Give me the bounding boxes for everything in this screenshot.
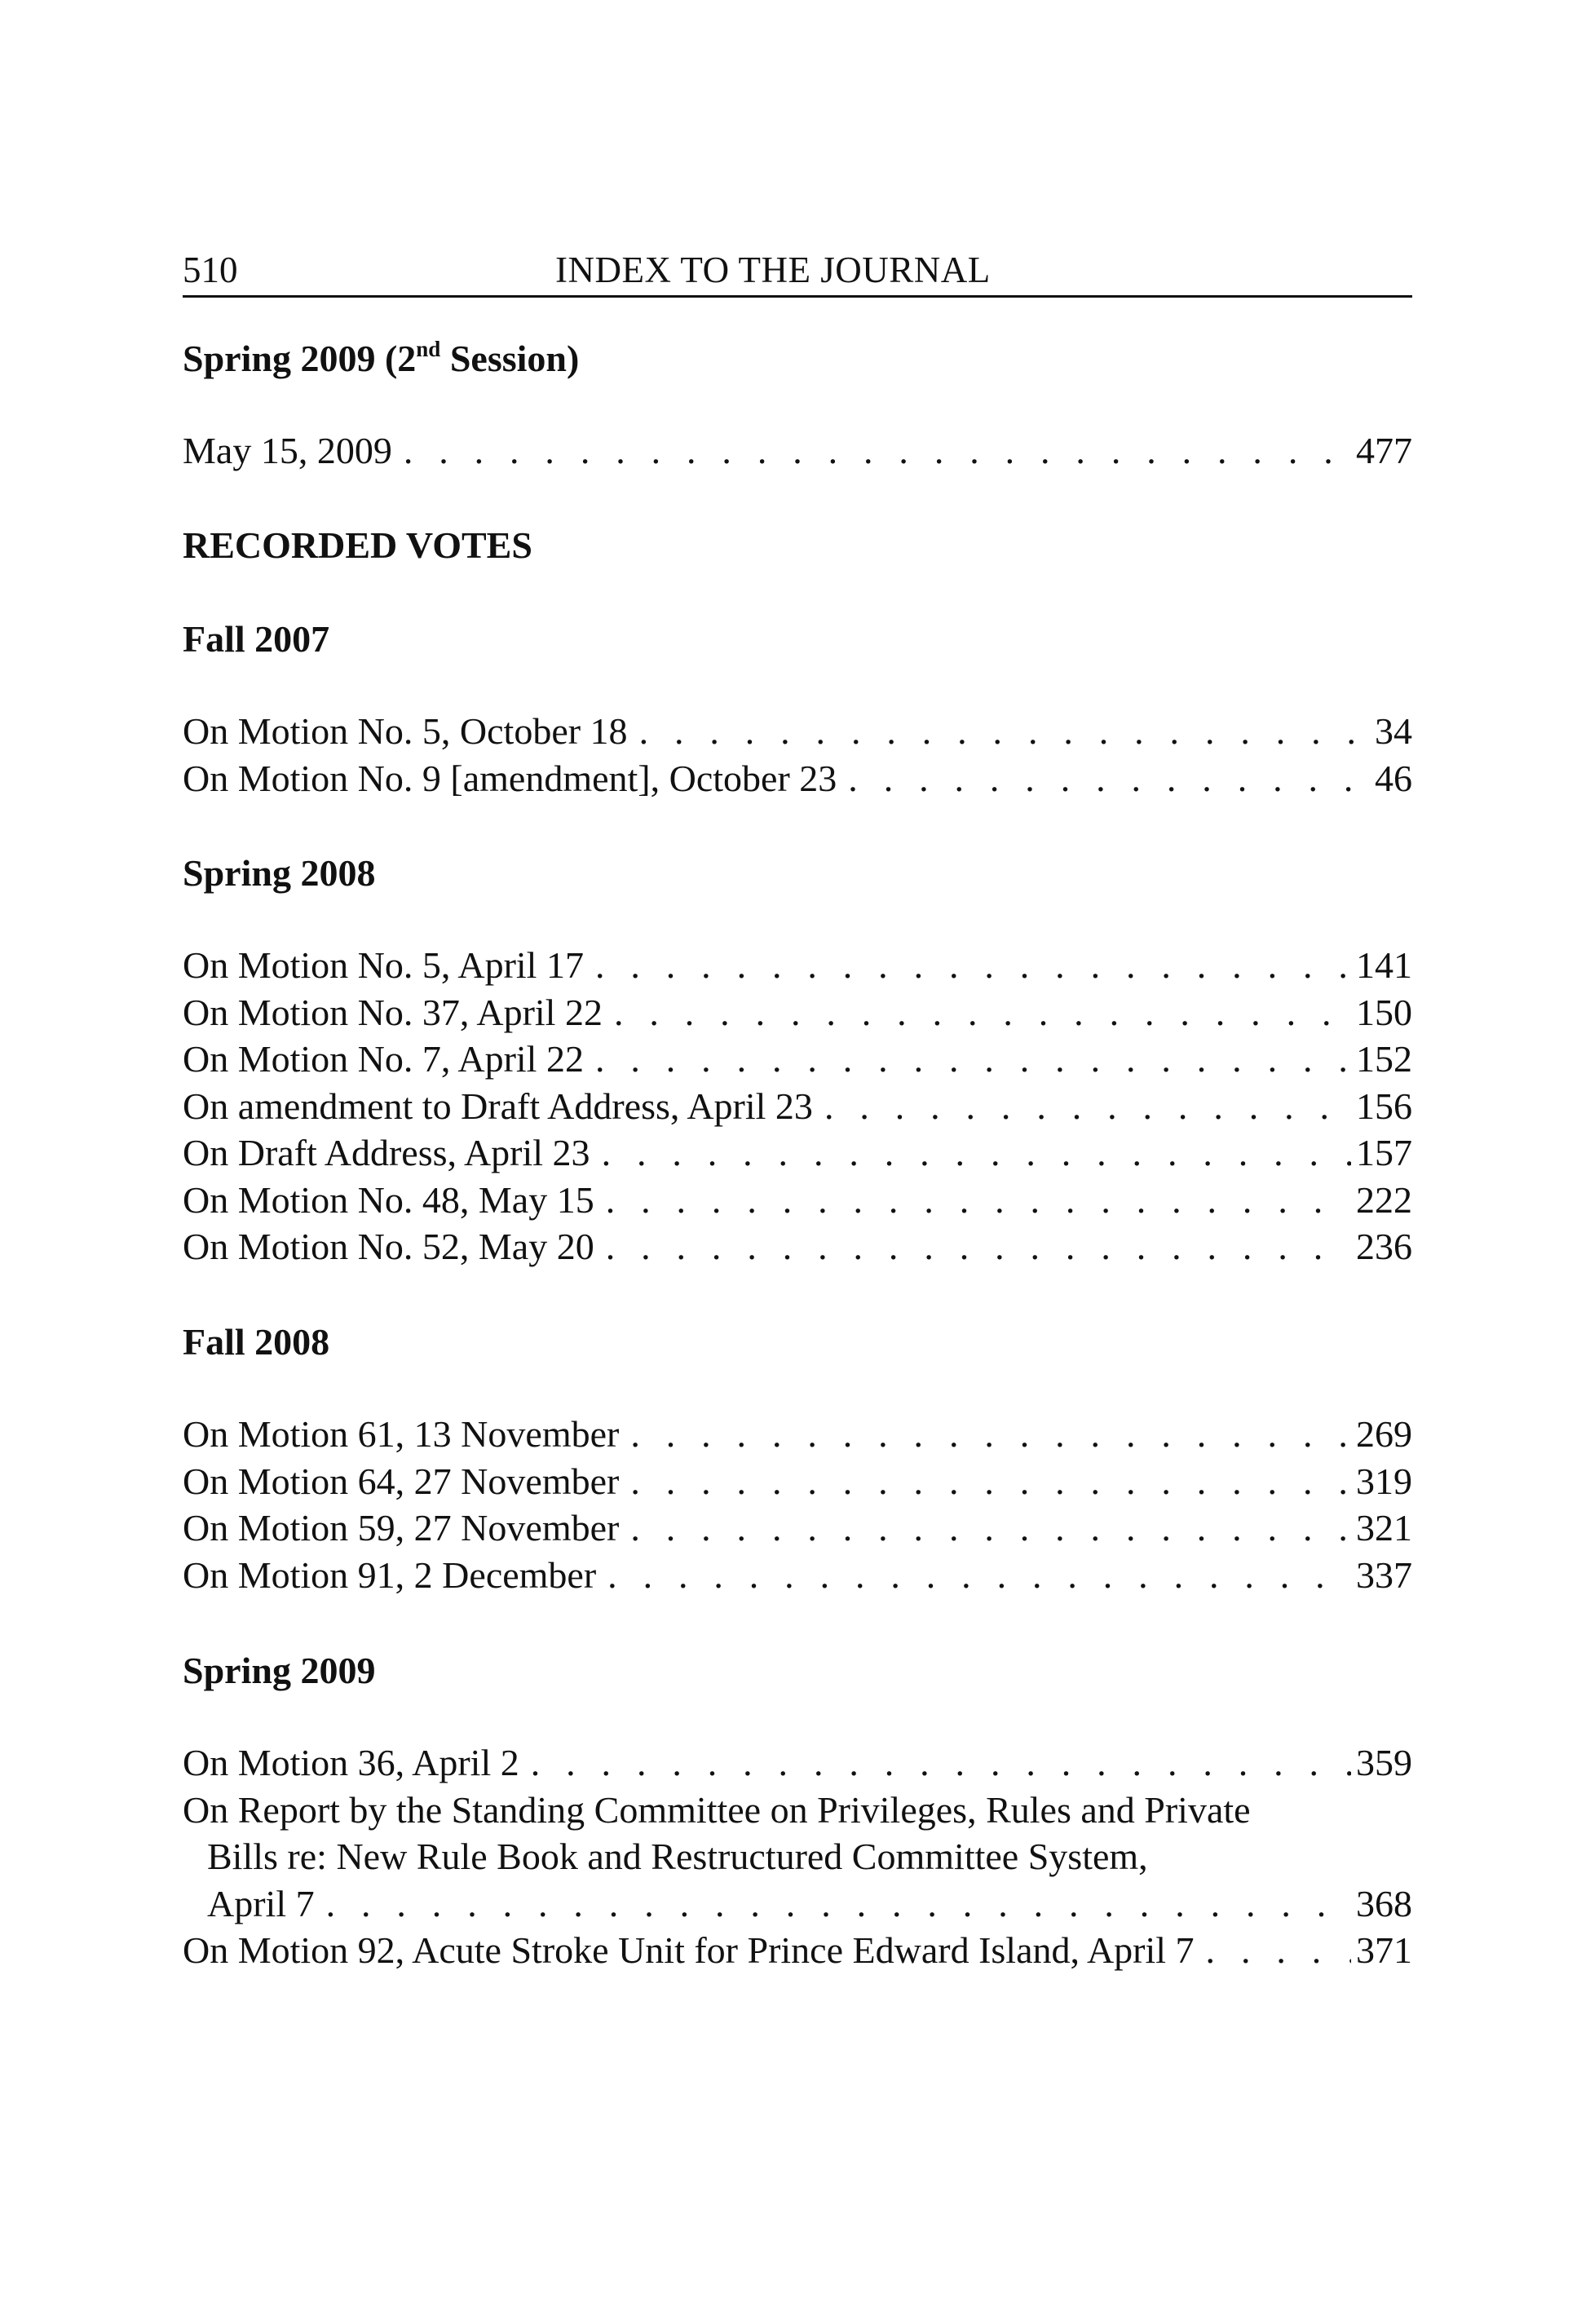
entry-list xyxy=(183,427,1412,475)
index-entry: On Motion 61, 13 November . . . 269 xyxy=(183,1411,1412,1458)
index-entry-line: On Report by the Standing Committee on Privileges, Rules and Private xyxy=(183,1788,1251,1831)
index-entry-line: Bills re: New Rule Book and Restructured Committee System, xyxy=(207,1836,1148,1877)
section-heading: RECORDED VOTES xyxy=(183,524,532,566)
section-recorded-votes xyxy=(183,522,1412,569)
section-heading: Spring 2009 xyxy=(183,1650,376,1691)
entry-page: 371 xyxy=(1356,1929,1412,1971)
index-entry: April 7 . . . 368 xyxy=(183,1880,1412,1928)
section-heading: Fall 2007 xyxy=(183,618,330,660)
section-heading: Spring 2009 (2nd Session) xyxy=(183,336,580,379)
entry-page: 150 xyxy=(1356,991,1412,1033)
index-entry: On Motion No. 9 [amendment], October 23 . . . 46 xyxy=(183,755,1412,802)
entry-page: 368 xyxy=(1356,1882,1412,1924)
entry-page: 319 xyxy=(1356,1460,1412,1502)
running-head-title: INDEX TO THE JOURNAL xyxy=(555,250,991,290)
running-head xyxy=(183,245,1412,298)
section-spring-2009 xyxy=(183,1647,1412,1694)
entry-list xyxy=(183,1411,1412,1598)
entry-page: 222 xyxy=(1356,1178,1412,1221)
entry-page: 156 xyxy=(1356,1085,1412,1127)
section-spring-2008 xyxy=(183,850,1412,897)
index-entry: On Motion 36, April 2 . . . 359 xyxy=(183,1739,1412,1787)
section-heading: Spring 2008 xyxy=(183,852,376,894)
index-entry: On Motion No. 5, October 18 . . . 34 xyxy=(183,708,1412,755)
index-entry: On Motion 91, 2 December . . . 337 xyxy=(183,1552,1412,1599)
index-entry: On Motion 59, 27 November . . . 321 xyxy=(183,1504,1412,1552)
entry-page: 337 xyxy=(1356,1553,1412,1596)
index-entry: On Motion No. 7, April 22 . . . 152 xyxy=(183,1036,1412,1083)
index-entry: On Motion 64, 27 November . . . 319 xyxy=(183,1458,1412,1505)
index-entry: On Draft Address, April 23 . . . 157 xyxy=(183,1129,1412,1177)
entry-page: 269 xyxy=(1356,1413,1412,1455)
entry-list xyxy=(183,1739,1412,1974)
section-spring-2009-2nd-session xyxy=(183,335,1412,382)
index-entry: On Motion No. 52, May 20 . . . 236 xyxy=(183,1223,1412,1270)
entry-page: 157 xyxy=(1356,1132,1412,1173)
entry-page: 236 xyxy=(1356,1226,1412,1267)
entry-list xyxy=(183,942,1412,1270)
entry-page: 34 xyxy=(1375,710,1412,752)
section-fall-2008 xyxy=(183,1319,1412,1366)
index-page xyxy=(183,245,1412,1971)
index-entry: On Motion No. 5, April 17 . . . 141 xyxy=(183,942,1412,989)
section-heading: Fall 2008 xyxy=(183,1321,330,1363)
index-entry: On Motion No. 48, May 15 . . . 222 xyxy=(183,1177,1412,1224)
entry-page: 321 xyxy=(1356,1507,1412,1549)
index-entry: May 15, 2009 . . . 477 xyxy=(183,427,1412,475)
entry-page: 359 xyxy=(1356,1742,1412,1783)
entry-page: 46 xyxy=(1375,757,1412,799)
index-entry: On Motion No. 37, April 22 . . . 150 xyxy=(183,989,1412,1036)
section-fall-2007 xyxy=(183,616,1412,663)
index-entry: On amendment to Draft Address, April 23 . . . 156 xyxy=(183,1083,1412,1130)
page-number: 510 xyxy=(183,250,238,290)
entry-page: 152 xyxy=(1356,1038,1412,1080)
entry-list xyxy=(183,708,1412,802)
entry-page: 141 xyxy=(1356,944,1412,986)
entry-page: 477 xyxy=(1356,430,1412,471)
index-entry: On Motion 92, Acute Stroke Unit for Prince Edward Island, April 7 . . . 371 xyxy=(183,1927,1412,1974)
